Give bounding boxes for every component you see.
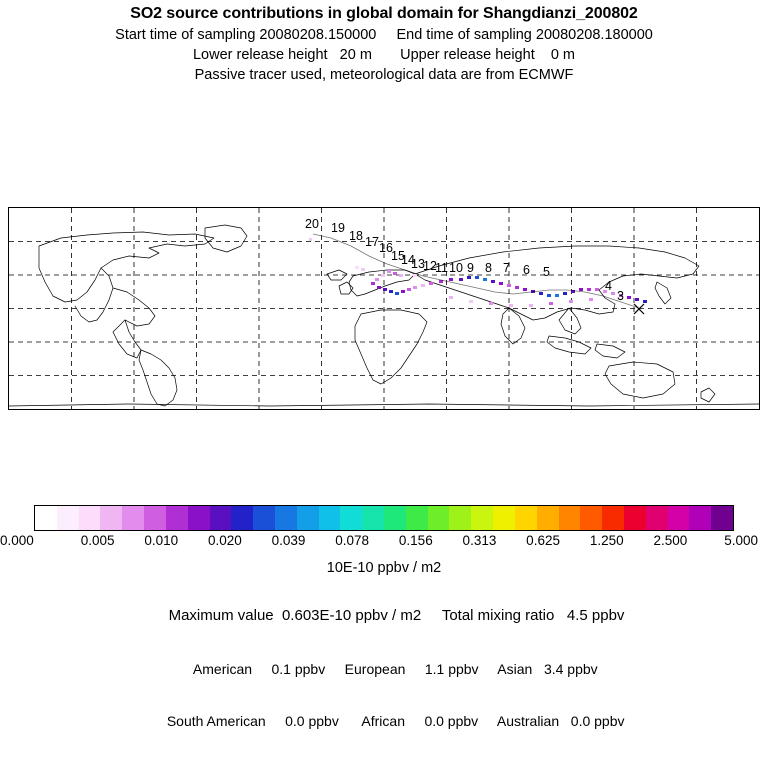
region-name-south-american: South American (166, 713, 266, 729)
svg-text:12: 12 (423, 259, 437, 273)
release-height-line: Lower release height 20 m Upper release height 0 m (192, 47, 576, 63)
colorbar-swatch (515, 506, 537, 530)
colorbar-swatch (122, 506, 144, 530)
region-value-european: 1.1 ppbv (424, 661, 479, 677)
colorbar-unit-label: 10E-10 ppbv / m2 (326, 560, 442, 576)
colorbar-swatch (319, 506, 341, 530)
world-map (9, 208, 759, 409)
max-value: 0.603E-10 ppbv / m2 (281, 607, 422, 624)
colorbar-swatch (559, 506, 581, 530)
svg-text:20: 20 (305, 217, 319, 231)
region-value-asian: 3.4 ppbv (543, 661, 598, 677)
colorbar-swatch (646, 506, 668, 530)
svg-text:18: 18 (349, 229, 363, 243)
colorbar-tick-label: 1.250 (589, 533, 624, 548)
statistics-block (0, 590, 768, 745)
max-value-label: Maximum value (168, 607, 274, 624)
colorbar-swatch (362, 506, 384, 530)
plume-footprint (309, 238, 647, 307)
region-value-american: 0.1 ppbv (271, 661, 326, 677)
trajectory-hour-labels (305, 217, 624, 303)
colorbar-swatch (100, 506, 122, 530)
region-name-african: African (361, 713, 405, 729)
svg-text:13: 13 (411, 257, 425, 271)
colorbar-tick-label: 0.078 (335, 533, 370, 548)
region-name-european: European (344, 661, 406, 677)
colorbar-swatch (231, 506, 253, 530)
contribution-row (0, 697, 768, 745)
colorbar-tick-label: 0.313 (462, 533, 497, 548)
svg-text:11: 11 (435, 261, 448, 275)
region-name-asian: Asian (497, 661, 533, 677)
region-value-south-american: 0.0 ppbv (285, 713, 339, 729)
colorbar-swatch (471, 506, 493, 530)
colorbar-swatch (253, 506, 275, 530)
region-name-american: American (192, 661, 253, 677)
svg-text:6: 6 (523, 263, 530, 277)
svg-text:4: 4 (605, 279, 612, 293)
summary-line (0, 590, 768, 641)
colorbar-swatch (624, 506, 646, 530)
total-mixing-ratio-value: 4.5 ppbv (566, 607, 625, 624)
contribution-row (0, 645, 768, 693)
region-name-australian: Australian (496, 713, 560, 729)
colorbar-tick-label: 5.000 (724, 533, 758, 548)
svg-text:19: 19 (331, 221, 345, 235)
colorbar-swatch (493, 506, 515, 530)
colorbar-tick-label: 0.625 (526, 533, 560, 548)
colorbar-swatch (537, 506, 559, 530)
tracer-meteo-line: Passive tracer used, meteorological data are from ECMWF (194, 67, 574, 83)
svg-text:17: 17 (365, 235, 379, 249)
colorbar-swatch (668, 506, 690, 530)
map-gridlines (9, 208, 759, 409)
colorbar-swatch (384, 506, 406, 530)
colorbar-swatch (79, 506, 101, 530)
figure-header (0, 0, 768, 83)
colorbar-swatch (275, 506, 297, 530)
colorbar-swatch (210, 506, 232, 530)
svg-text:9: 9 (467, 261, 474, 275)
colorbar-tick-label: 0.020 (208, 533, 242, 548)
colorbar-gradient (34, 505, 734, 531)
colorbar-swatch (711, 506, 733, 530)
colorbar-swatch (166, 506, 188, 530)
page-title: SO2 source contributions in global domain for Shangdianzi_200802 (130, 5, 638, 22)
receptor-marker (634, 304, 644, 314)
colorbar-tick-labels (0, 533, 768, 549)
region-value-african: 0.0 ppbv (424, 713, 479, 729)
colorbar-swatch (57, 506, 79, 530)
region-value-australian: 0.0 ppbv (570, 713, 625, 729)
svg-text:16: 16 (379, 241, 393, 255)
colorbar-tick-label: 0.005 (80, 533, 115, 548)
total-mixing-ratio-label: Total mixing ratio (441, 607, 555, 624)
map-panel (8, 207, 760, 410)
colorbar-tick-label: 0.000 (0, 533, 34, 548)
colorbar (34, 505, 734, 531)
colorbar-tick-label: 0.156 (398, 533, 433, 548)
colorbar-swatch (144, 506, 166, 530)
colorbar-tick-label: 0.010 (144, 533, 179, 548)
svg-text:10: 10 (449, 261, 463, 275)
svg-text:7: 7 (503, 261, 510, 275)
colorbar-swatch (428, 506, 450, 530)
colorbar-swatch (35, 506, 57, 530)
svg-text:5: 5 (543, 265, 550, 279)
colorbar-swatch (602, 506, 624, 530)
colorbar-swatch (580, 506, 602, 530)
colorbar-swatch (188, 506, 210, 530)
colorbar-swatch (297, 506, 319, 530)
colorbar-swatch (406, 506, 428, 530)
svg-text:8: 8 (485, 261, 492, 275)
colorbar-swatch (449, 506, 471, 530)
svg-text:15: 15 (391, 249, 405, 263)
colorbar-tick-label: 2.500 (653, 533, 688, 548)
svg-text:14: 14 (401, 253, 415, 267)
sampling-time-line: Start time of sampling 20080208.150000 End time of sampling 20080208.180000 (115, 27, 653, 43)
svg-text:3: 3 (617, 289, 624, 303)
colorbar-swatch (340, 506, 362, 530)
colorbar-swatch (689, 506, 711, 530)
colorbar-tick-label: 0.039 (271, 533, 306, 548)
